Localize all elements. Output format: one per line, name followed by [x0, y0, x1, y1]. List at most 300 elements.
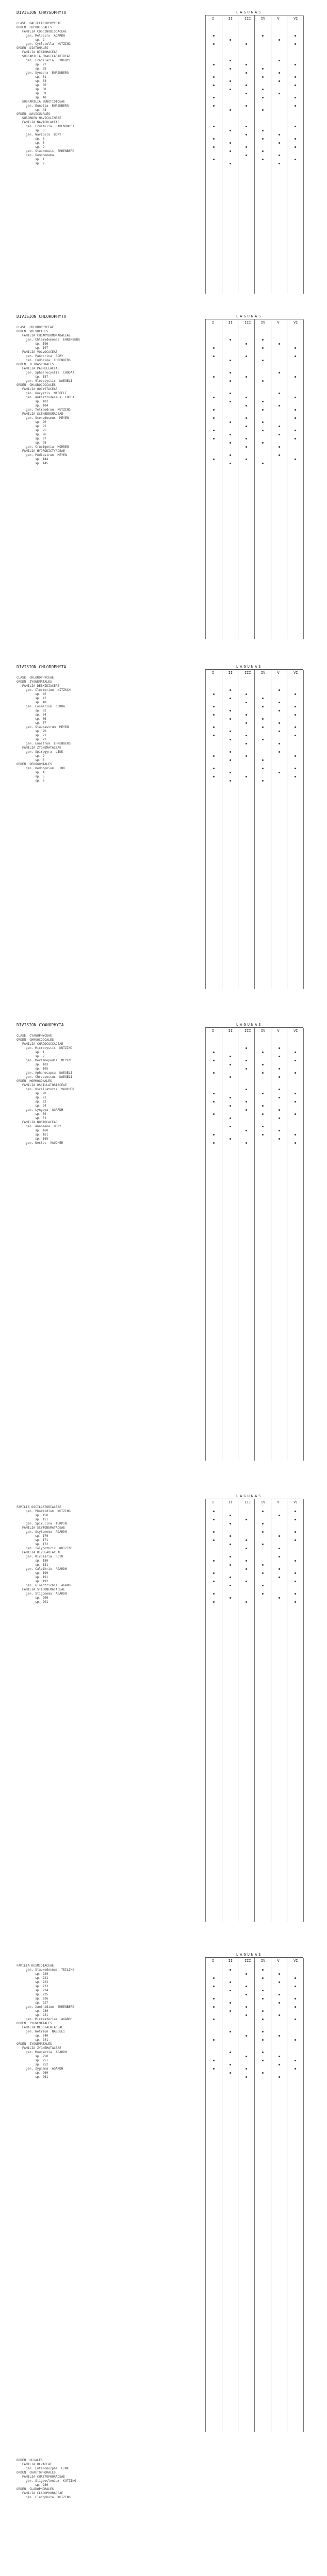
presence-mark: [246, 72, 247, 74]
presence-mark: [295, 76, 296, 78]
page-title: DIVISION CHLOROPHYTA: [17, 314, 67, 319]
taxon-list: [17, 1034, 202, 1145]
presence-mark: [213, 430, 215, 431]
presence-mark: [246, 714, 247, 716]
presence-mark: [213, 1601, 215, 1603]
taxon-line: gen. Oedogonium LINK: [17, 767, 65, 770]
column-label: III: [244, 1029, 251, 1033]
presence-mark: [246, 1047, 247, 1049]
column-label: II: [228, 1029, 233, 1033]
taxon-line: sp. 241: [17, 2038, 48, 2042]
presence-mark: [295, 355, 296, 357]
presence-mark: [246, 693, 247, 695]
presence-mark: [262, 89, 264, 90]
taxon-line: gen. Stigonema AGARDH: [17, 1592, 67, 1596]
presence-mark: [230, 739, 231, 740]
presence-mark: [279, 2064, 280, 2065]
presence-mark: [262, 2010, 264, 2012]
presence-mark: [213, 84, 215, 86]
taxon-line: gen. Microcystis KUTZING: [17, 1046, 73, 1050]
taxon-line: sp. 20: [17, 1092, 46, 1095]
presence-mark: [295, 347, 296, 349]
presence-mark: [295, 35, 296, 37]
taxon-line: sp. 280: [17, 2483, 48, 2487]
presence-mark: [295, 776, 296, 777]
presence-mark: [295, 1519, 296, 1520]
presence-mark: [213, 438, 215, 439]
presence-mark: [262, 1564, 264, 1566]
taxon-line: FAMILIA SCENEDESMACEAE: [17, 412, 63, 416]
presence-mark: [246, 84, 247, 86]
presence-mark: [246, 1568, 247, 1570]
presence-mark: [230, 731, 231, 732]
taxon-line: gen. Chroococcus NAEGELI: [17, 1075, 73, 1079]
presence-mark: [279, 1076, 280, 1078]
column-label: II: [228, 320, 233, 325]
taxon-line: FAMILIA RIVULARIACEAE: [17, 1551, 61, 1554]
presence-mark: [262, 360, 264, 361]
presence-mark: [262, 159, 264, 160]
page-6: [0, 1953, 327, 2437]
presence-mark: [295, 1113, 296, 1115]
taxon-line: FAMILIA CHAETOPHORACEAE: [17, 2475, 65, 2479]
taxon-line: ORDEN CHAETOPHORALES: [17, 2471, 56, 2475]
taxon-line: SUBFAMILIA FRAGILARIOIDEAE: [17, 55, 71, 58]
taxon-list: [17, 1505, 202, 1604]
presence-mark: [246, 376, 247, 378]
taxon-line: gen. Anabaena BORY: [17, 1125, 61, 1128]
presence-mark: [230, 360, 231, 361]
presence-mark: [230, 39, 231, 41]
presence-mark: [295, 1142, 296, 1144]
presence-mark: [262, 759, 264, 761]
column-label: V: [277, 1959, 280, 1963]
presence-mark: [246, 2006, 247, 2008]
presence-mark: [246, 405, 247, 406]
presence-mark: [230, 1105, 231, 1107]
presence-mark: [230, 1597, 231, 1599]
taxon-line: FAMILIA OSCILLATORIACEAE: [17, 1083, 67, 1087]
presence-mark: [213, 1101, 215, 1103]
presence-mark: [246, 722, 247, 724]
presence-mark: [262, 130, 264, 131]
presence-mark: [213, 2068, 215, 2070]
presence-mark: [246, 64, 247, 65]
column-label: I: [211, 671, 215, 675]
taxon-line: sp. 103: [17, 400, 48, 403]
presence-mark: [295, 1511, 296, 1512]
taxon-line: ORDEN ZYGNEMATALES: [17, 2042, 52, 2046]
page-1: [0, 10, 327, 299]
presence-mark: [279, 1597, 280, 1599]
presence-mark: [246, 1068, 247, 1070]
taxon-line: sp. 105: [17, 1067, 48, 1071]
presence-mark: [262, 97, 264, 98]
presence-mark: [295, 397, 296, 398]
taxon-line: FAMILIA ZYGNEMATACEAE: [17, 2046, 61, 2050]
presence-mark: [279, 393, 280, 394]
presence-mark: [279, 343, 280, 345]
taxon-list: [17, 22, 202, 166]
presence-mark: [279, 163, 280, 164]
taxon-line: FAMILIA NAVICULACEAE: [17, 121, 60, 124]
presence-mark: [262, 2060, 264, 2061]
taxon-line: sp. 171: [17, 1538, 48, 1542]
presence-mark: [246, 1519, 247, 1520]
presence-mark: [246, 2035, 247, 2037]
presence-mark: [295, 1539, 296, 1541]
presence-mark: [230, 710, 231, 711]
presence-mark: [262, 739, 264, 740]
taxon-line: gen. Stigeoclonium KUTZING: [17, 2479, 76, 2483]
presence-mark: [230, 130, 231, 131]
taxon-line: sp. 8: [17, 141, 45, 145]
taxon-line: ORDEN HORMOGONALES: [17, 1079, 52, 1083]
presence-mark: [262, 1969, 264, 1971]
presence-mark: [213, 355, 215, 357]
taxon-line: CLASE CYANOPHYCEAE: [17, 1034, 52, 1038]
presence-mark: [295, 726, 296, 728]
presence-mark: [213, 1060, 215, 1061]
presence-mark: [230, 1535, 231, 1537]
presence-mark: [262, 1593, 264, 1595]
presence-mark: [213, 417, 215, 419]
presence-mark: [246, 134, 247, 135]
taxon-line: sp. 222: [17, 1980, 48, 1984]
presence-mark: [213, 2006, 215, 2008]
presence-mark: [295, 1593, 296, 1595]
presence-mark: [246, 426, 247, 427]
presence-mark: [230, 698, 231, 699]
presence-mark: [230, 2031, 231, 2032]
presence-mark: [213, 1593, 215, 1595]
presence-mark: [246, 1986, 247, 1987]
taxon-line: sp. 230: [17, 2009, 48, 2013]
taxon-list: [17, 326, 202, 466]
presence-mark: [230, 1076, 231, 1078]
presence-mark: [246, 735, 247, 736]
taxon-line: FAMILIA DESMIDIACEAE: [17, 684, 60, 688]
presence-mark: [262, 430, 264, 431]
presence-mark: [246, 1060, 247, 1061]
taxon-line: sp. 161: [17, 1133, 48, 1137]
presence-mark: [262, 780, 264, 782]
column-label: V: [277, 671, 280, 675]
presence-mark: [230, 2052, 231, 2053]
presence-mark: [262, 2019, 264, 2020]
taxon-line: sp. 220: [17, 1972, 48, 1976]
column-label: IV: [260, 671, 266, 675]
presence-mark: [262, 109, 264, 111]
presence-mark: [246, 1973, 247, 1975]
taxon-line: gen. Eudorina EHRENBERG: [17, 359, 71, 362]
presence-mark: [246, 702, 247, 703]
presence-mark: [279, 72, 280, 74]
presence-mark: [295, 2019, 296, 2020]
presence-mark: [295, 1060, 296, 1061]
column-label: I: [211, 16, 215, 21]
presence-mark: [230, 1097, 231, 1098]
presence-mark: [262, 35, 264, 37]
presence-mark: [213, 1560, 215, 1562]
presence-mark: [213, 714, 215, 716]
taxon-line: sp. 165: [17, 1137, 48, 1141]
presence-mark: [262, 1093, 264, 1094]
presence-mark: [246, 417, 247, 419]
presence-mark: [262, 698, 264, 699]
lagunas-grid: [205, 1953, 303, 2432]
presence-mark: [213, 1519, 215, 1520]
grid-header: LAGUNAS: [236, 314, 263, 318]
column-label: II: [228, 1959, 233, 1963]
presence-mark: [295, 1560, 296, 1562]
page-title: DIVISION CHRYSOPHYTA: [17, 10, 67, 15]
presence-mark: [213, 768, 215, 769]
taxon-line: gen. Oscillatoria VAUCHER: [17, 1088, 74, 1091]
presence-mark: [279, 689, 280, 691]
page-title: DIVISION CYANOPHYTA: [17, 1023, 64, 1027]
taxon-line: sp. 231: [17, 2013, 48, 2017]
taxon-line: gen. Spirogyra LINK: [17, 750, 63, 754]
taxon-line: FAMILIA MESOTAENIACEAE: [17, 2026, 63, 2029]
lagunas-grid: [205, 1023, 303, 1461]
taxon-line: sp. 6: [17, 779, 45, 783]
lagunas-grid: [205, 10, 303, 294]
taxon-line: FAMILIA CHLAMYDOMONADACEAE: [17, 334, 71, 337]
taxon-line: gen. Cyclotella KUTZING: [17, 42, 71, 46]
taxon-line: gen. Xanthidium EHRENBERG: [17, 2005, 74, 2009]
taxon-line: sp. 3: [17, 129, 45, 132]
presence-mark: [279, 1068, 280, 1070]
presence-mark: [295, 1134, 296, 1136]
presence-mark: [246, 126, 247, 127]
presence-mark: [230, 142, 231, 144]
taxon-line: sp. 28: [17, 67, 46, 71]
presence-mark: [262, 1126, 264, 1127]
taxon-line: ORDEN OEDOGONIALES: [17, 762, 52, 766]
presence-mark: [279, 60, 280, 61]
presence-mark: [279, 1130, 280, 1131]
taxon-line: sp. 22: [17, 1100, 46, 1104]
presence-mark: [295, 1531, 296, 1533]
presence-mark: [279, 446, 280, 448]
presence-mark: [230, 454, 231, 456]
presence-mark: [246, 1130, 247, 1131]
page-4: [0, 1023, 327, 1466]
taxon-line: FAMILIA ULVACEAE: [17, 2463, 52, 2466]
taxon-line: gen. Ankistrodesmus CORDA: [17, 396, 74, 399]
presence-mark: [262, 718, 264, 720]
column-label: I: [211, 1029, 215, 1033]
presence-mark: [230, 80, 231, 82]
presence-mark: [279, 1097, 280, 1098]
taxon-line: gen. Nostoc VAUCHER: [17, 1141, 63, 1145]
presence-mark: [213, 409, 215, 411]
column-label: VI: [293, 16, 298, 21]
column-label: V: [277, 320, 280, 325]
presence-mark: [230, 393, 231, 394]
presence-mark: [246, 1601, 247, 1603]
presence-mark: [213, 693, 215, 695]
presence-mark: [295, 2006, 296, 2008]
presence-mark: [279, 1047, 280, 1049]
presence-mark: [295, 1052, 296, 1053]
presence-mark: [295, 459, 296, 460]
presence-mark: [213, 97, 215, 98]
presence-mark: [279, 743, 280, 744]
presence-mark: [246, 776, 247, 777]
presence-mark: [279, 2056, 280, 2057]
taxon-line: CLASE CHLOROPHYCEAE: [17, 676, 54, 680]
presence-mark: [262, 1572, 264, 1574]
presence-mark: [213, 1511, 215, 1512]
presence-mark: [279, 454, 280, 456]
taxon-line: gen. Gloeocystis NAEGELI: [17, 379, 73, 383]
presence-mark: [213, 43, 215, 45]
column-label: III: [244, 320, 251, 325]
taxon-line: sp. 191: [17, 1575, 48, 1579]
presence-mark: [279, 1056, 280, 1057]
grid-header: LAGUNAS: [236, 1494, 263, 1498]
presence-mark: [230, 1564, 231, 1566]
presence-mark: [279, 731, 280, 732]
presence-mark: [262, 68, 264, 70]
presence-mark: [230, 421, 231, 423]
page-3: [0, 665, 327, 994]
taxon-line: sp. 2: [17, 38, 45, 42]
column-label: I: [211, 1959, 215, 1963]
taxon-line: gen. Closterium NITZSCH: [17, 688, 71, 692]
presence-mark: [295, 138, 296, 140]
column-label: III: [244, 1959, 251, 1963]
taxon-line: sp. 66: [17, 717, 46, 721]
presence-mark: [279, 751, 280, 753]
presence-mark: [295, 1998, 296, 1999]
presence-mark: [295, 97, 296, 98]
presence-mark: [262, 1105, 264, 1107]
presence-mark: [246, 755, 247, 757]
presence-mark: [246, 1548, 247, 1549]
presence-mark: [279, 1089, 280, 1090]
presence-mark: [279, 142, 280, 144]
presence-mark: [279, 426, 280, 427]
lagunas-grid: [205, 1494, 303, 1922]
presence-mark: [230, 751, 231, 753]
taxon-line: gen. Frustulia RABENHORST: [17, 125, 74, 128]
taxon-line: sp. 33: [17, 79, 46, 83]
presence-mark: [213, 2039, 215, 2041]
presence-mark: [230, 1523, 231, 1524]
presence-mark: [295, 146, 296, 148]
presence-mark: [262, 442, 264, 444]
presence-mark: [230, 1990, 231, 1991]
column-label: I: [211, 320, 215, 325]
presence-mark: [230, 759, 231, 761]
page-7: [0, 2447, 327, 2576]
presence-mark: [246, 146, 247, 148]
presence-mark: [279, 1981, 280, 1983]
taxon-line: sp. 92: [17, 425, 46, 428]
grid-header: LAGUNAS: [236, 1953, 263, 1957]
presence-mark: [230, 1138, 231, 1140]
presence-mark: [230, 68, 231, 70]
taxon-line: FAMILIA STIGONEMATACEAE: [17, 1588, 65, 1591]
presence-mark: [230, 1556, 231, 1557]
presence-mark: [230, 1515, 231, 1516]
presence-mark: [230, 89, 231, 90]
taxon-line: sp. 240: [17, 2034, 48, 2038]
column-label: II: [228, 671, 233, 675]
taxon-line: sp. 145: [17, 462, 48, 465]
presence-mark: [262, 1544, 264, 1545]
presence-mark: [230, 1981, 231, 1983]
taxon-line: sp. 40: [17, 96, 46, 99]
taxon-line: sp. 39: [17, 92, 46, 95]
taxon-line: sp. 170: [17, 1534, 48, 1538]
taxon-line: gen. Spirulina TURPIN: [17, 1522, 67, 1526]
presence-mark: [246, 93, 247, 94]
taxon-line: sp. 1: [17, 1050, 45, 1054]
presence-mark: [295, 693, 296, 695]
taxon-line: FAMILIA CLADOPHORACEAE: [17, 2492, 63, 2495]
presence-mark: [279, 1535, 280, 1537]
presence-mark: [262, 706, 264, 707]
presence-mark: [230, 780, 231, 782]
presence-mark: [213, 1539, 215, 1541]
column-label: I: [211, 1500, 215, 1504]
presence-mark: [295, 1601, 296, 1603]
taxon-line: sp. 27: [17, 63, 46, 66]
taxon-line: gen. Tetraedron KUTZING: [17, 408, 71, 412]
presence-mark: [246, 43, 247, 45]
presence-mark: [295, 1093, 296, 1094]
presence-mark: [230, 1117, 231, 1119]
presence-mark: [279, 1117, 280, 1119]
taxon-line: sp. 181: [17, 1563, 48, 1567]
presence-mark: [279, 722, 280, 724]
taxon-line: FAMILIA OOCYSTACEAE: [17, 387, 58, 391]
presence-mark: [213, 76, 215, 78]
column-label: IV: [260, 1500, 266, 1504]
taxon-line: sp. 226: [17, 1997, 48, 2001]
presence-mark: [295, 2060, 296, 2061]
presence-mark: [246, 1581, 247, 1582]
presence-mark: [213, 376, 215, 378]
presence-mark: [213, 1531, 215, 1533]
presence-mark: [213, 706, 215, 707]
presence-mark: [262, 2072, 264, 2074]
presence-mark: [262, 1998, 264, 1999]
presence-mark: [213, 2060, 215, 2061]
taxon-line: sp. 62: [17, 709, 46, 713]
presence-mark: [295, 43, 296, 45]
presence-mark: [295, 409, 296, 411]
presence-mark: [262, 380, 264, 382]
presence-mark: [262, 463, 264, 464]
taxon-line: sp. 24: [17, 1104, 46, 1108]
presence-mark: [230, 163, 231, 164]
taxon-line: gen. Mougeotia AGARDH: [17, 2050, 67, 2054]
presence-mark: [230, 1969, 231, 1971]
presence-mark: [279, 1577, 280, 1578]
presence-mark: [295, 1101, 296, 1103]
presence-mark: [246, 105, 247, 107]
taxon-line: gen. Cladophora KUTZING: [17, 2496, 71, 2499]
taxon-line: FAMILIA CHROOCOCCACEAE: [17, 1042, 63, 1046]
presence-mark: [262, 1523, 264, 1524]
presence-mark: [230, 2002, 231, 2004]
presence-mark: [279, 1556, 280, 1557]
